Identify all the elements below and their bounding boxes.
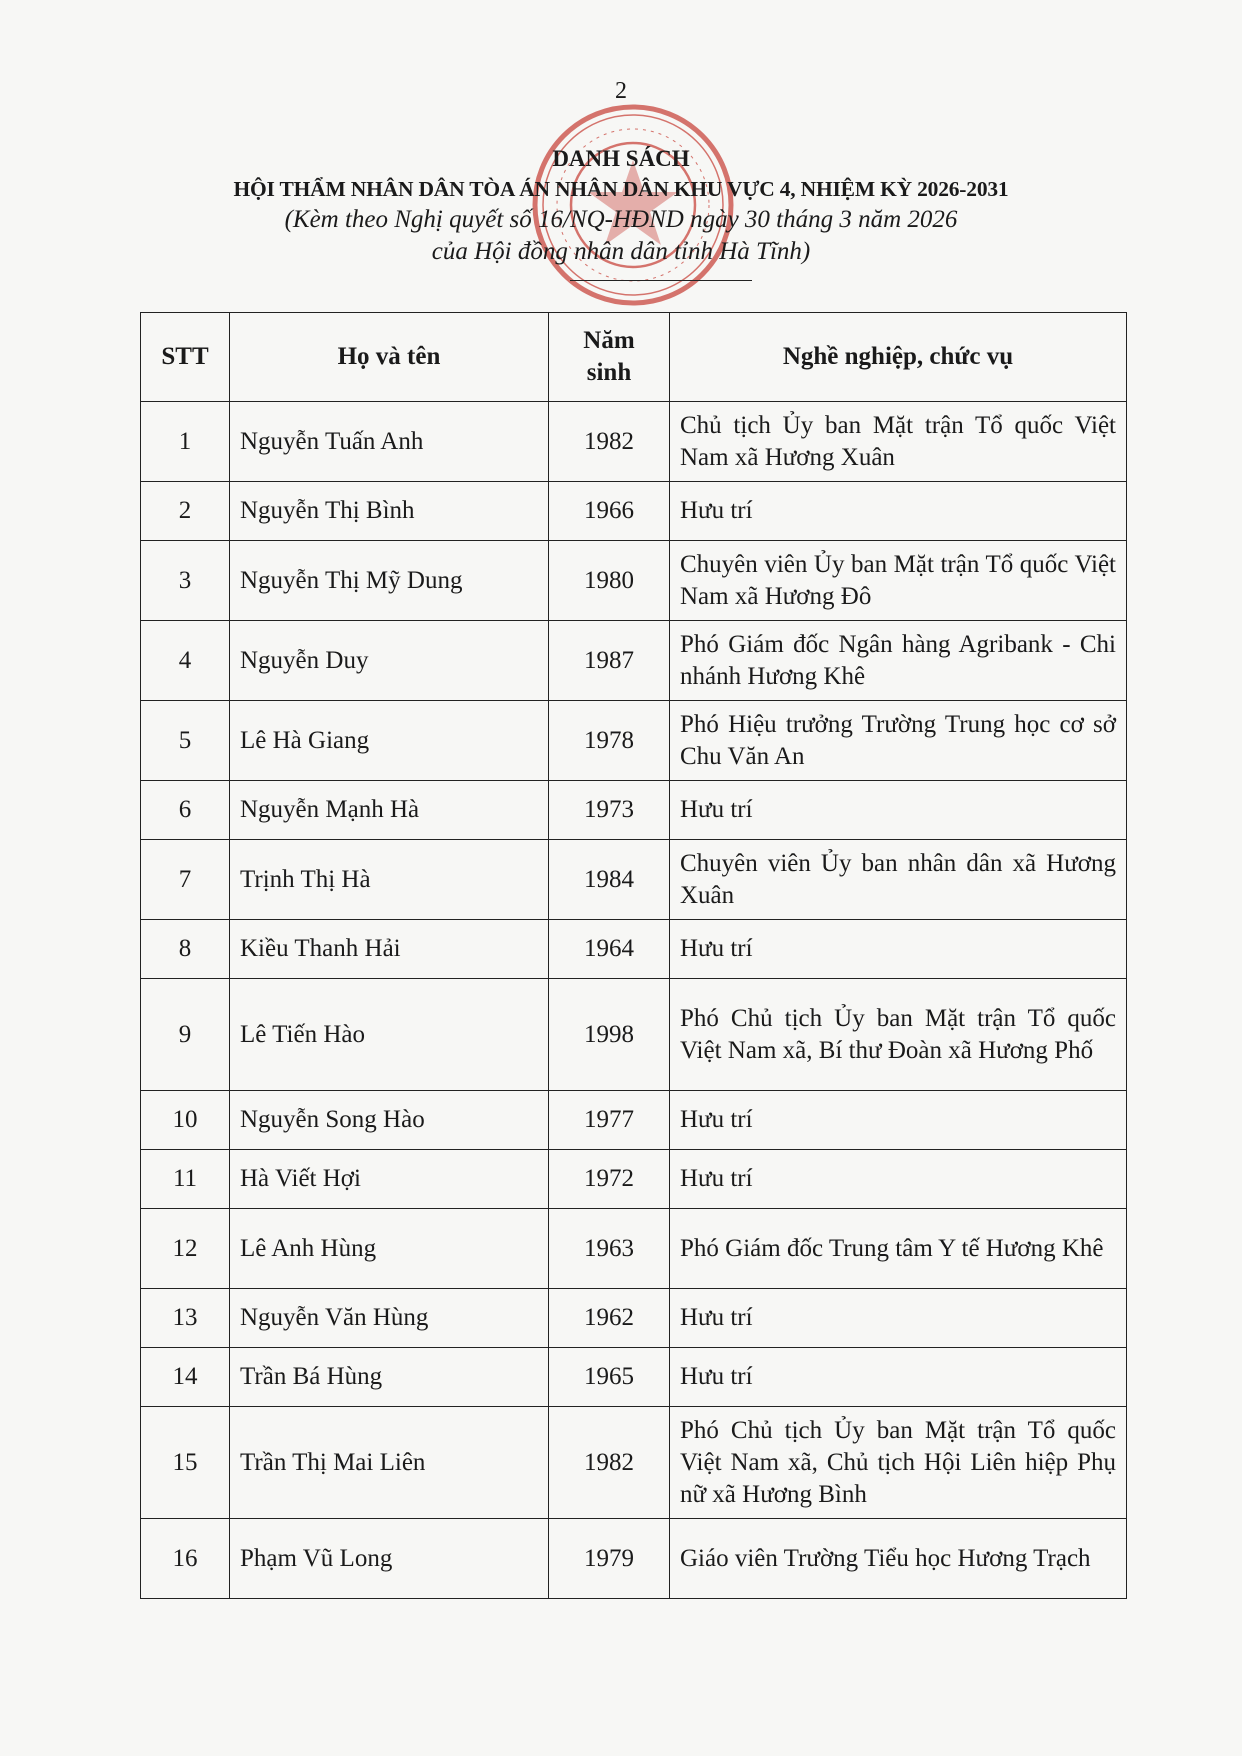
- cell-birth-year: 1978: [549, 701, 670, 781]
- cell-occupation: Hưu trí: [670, 482, 1127, 541]
- table-row: [141, 1407, 1127, 1519]
- cell-occupation: Phó Giám đốc Ngân hàng Agribank - Chi nhánh Hương Khê: [670, 621, 1127, 701]
- column-header-name: Họ và tên: [230, 313, 549, 402]
- table-row: [141, 1150, 1127, 1209]
- cell-occupation: Phó Hiệu trưởng Trường Trung học cơ sở Chu Văn An: [670, 701, 1127, 781]
- table-row: [141, 979, 1127, 1091]
- cell-stt: 9: [141, 979, 230, 1091]
- cell-name: Lê Tiến Hào: [230, 979, 549, 1091]
- column-header-occupation: Nghề nghiệp, chức vụ: [670, 313, 1127, 402]
- cell-stt: 4: [141, 621, 230, 701]
- table-row: [141, 541, 1127, 621]
- table-row: [141, 1348, 1127, 1407]
- cell-stt: 13: [141, 1289, 230, 1348]
- cell-occupation: Chuyên viên Ủy ban nhân dân xã Hương Xuân: [670, 840, 1127, 920]
- cell-occupation: Phó Giám đốc Trung tâm Y tế Hương Khê: [670, 1209, 1127, 1289]
- cell-birth-year: 1980: [549, 541, 670, 621]
- table-row: [141, 701, 1127, 781]
- table-row: [141, 1289, 1127, 1348]
- cell-occupation: Phó Chủ tịch Ủy ban Mặt trận Tổ quốc Việt Nam xã, Bí thư Đoàn xã Hương Phố: [670, 979, 1127, 1091]
- table-row: [141, 840, 1127, 920]
- jurors-table: [140, 312, 1127, 1599]
- cell-birth-year: 1965: [549, 1348, 670, 1407]
- cell-birth-year: 1998: [549, 979, 670, 1091]
- cell-occupation: Hưu trí: [670, 1150, 1127, 1209]
- cell-stt: 7: [141, 840, 230, 920]
- cell-occupation: Giáo viên Trường Tiểu học Hương Trạch: [670, 1519, 1127, 1599]
- table-row: [141, 781, 1127, 840]
- table-row: [141, 920, 1127, 979]
- cell-birth-year: 1982: [549, 1407, 670, 1519]
- cell-name: Trịnh Thị Hà: [230, 840, 549, 920]
- cell-occupation: Hưu trí: [670, 781, 1127, 840]
- cell-name: Nguyễn Văn Hùng: [230, 1289, 549, 1348]
- cell-occupation: Chuyên viên Ủy ban Mặt trận Tổ quốc Việt Nam xã Hương Đô: [670, 541, 1127, 621]
- table-row: [141, 1519, 1127, 1599]
- column-header-stt: STT: [141, 313, 230, 402]
- cell-name: Hà Viết Hợi: [230, 1150, 549, 1209]
- cell-name: Nguyễn Song Hào: [230, 1091, 549, 1150]
- document-subtitle: HỘI THẨM NHÂN DÂN TÒA ÁN NHÂN DÂN KHU VỰC 4, NHIỆM KỲ 2026-2031: [233, 177, 1009, 201]
- cell-birth-year: 1979: [549, 1519, 670, 1599]
- cell-birth-year: 1962: [549, 1289, 670, 1348]
- cell-stt: 14: [141, 1348, 230, 1407]
- table-row: [141, 1209, 1127, 1289]
- cell-stt: 11: [141, 1150, 230, 1209]
- cell-occupation: Hưu trí: [670, 1091, 1127, 1150]
- cell-birth-year: 1973: [549, 781, 670, 840]
- document-title: DANH SÁCH: [552, 146, 690, 171]
- table-row: [141, 1091, 1127, 1150]
- cell-birth-year: 1972: [549, 1150, 670, 1209]
- cell-stt: 16: [141, 1519, 230, 1599]
- cell-stt: 8: [141, 920, 230, 979]
- cell-name: Nguyễn Thị Mỹ Dung: [230, 541, 549, 621]
- cell-name: Nguyễn Tuấn Anh: [230, 402, 549, 482]
- cell-name: Trần Thị Mai Liên: [230, 1407, 549, 1519]
- cell-name: Nguyễn Thị Bình: [230, 482, 549, 541]
- cell-stt: 6: [141, 781, 230, 840]
- cell-occupation: Hưu trí: [670, 1289, 1127, 1348]
- cell-occupation: Phó Chủ tịch Ủy ban Mặt trận Tổ quốc Việt Nam xã, Chủ tịch Hội Liên hiệp Phụ nữ xã Hương Bình: [670, 1407, 1127, 1519]
- cell-occupation: Hưu trí: [670, 1348, 1127, 1407]
- cell-name: Lê Anh Hùng: [230, 1209, 549, 1289]
- cell-stt: 15: [141, 1407, 230, 1519]
- cell-birth-year: 1966: [549, 482, 670, 541]
- cell-stt: 1: [141, 402, 230, 482]
- column-header-birth-year: Năm sinh: [549, 313, 670, 402]
- cell-name: Nguyễn Mạnh Hà: [230, 781, 549, 840]
- table-header-row: [141, 313, 1127, 402]
- cell-stt: 10: [141, 1091, 230, 1150]
- page-number: 2: [615, 78, 627, 104]
- cell-birth-year: 1964: [549, 920, 670, 979]
- cell-birth-year: 1984: [549, 840, 670, 920]
- cell-name: Trần Bá Hùng: [230, 1348, 549, 1407]
- cell-birth-year: 1977: [549, 1091, 670, 1150]
- attachment-note-line1: (Kèm theo Nghị quyết số 16/NQ-HĐND ngày 30 tháng 3 năm 2026: [284, 206, 958, 233]
- cell-name: Phạm Vũ Long: [230, 1519, 549, 1599]
- header-underline: [570, 280, 752, 281]
- cell-birth-year: 1987: [549, 621, 670, 701]
- attachment-note-line2: của Hội đồng nhân dân tỉnh Hà Tĩnh): [431, 238, 811, 265]
- document-header: [0, 144, 1242, 268]
- cell-occupation: Chủ tịch Ủy ban Mặt trận Tổ quốc Việt Nam xã Hương Xuân: [670, 402, 1127, 482]
- cell-stt: 2: [141, 482, 230, 541]
- cell-name: Kiều Thanh Hải: [230, 920, 549, 979]
- cell-birth-year: 1963: [549, 1209, 670, 1289]
- cell-occupation: Hưu trí: [670, 920, 1127, 979]
- cell-name: Nguyễn Duy: [230, 621, 549, 701]
- cell-stt: 3: [141, 541, 230, 621]
- cell-stt: 12: [141, 1209, 230, 1289]
- cell-name: Lê Hà Giang: [230, 701, 549, 781]
- cell-birth-year: 1982: [549, 402, 670, 482]
- cell-stt: 5: [141, 701, 230, 781]
- table-row: [141, 402, 1127, 482]
- table-row: [141, 621, 1127, 701]
- table-row: [141, 482, 1127, 541]
